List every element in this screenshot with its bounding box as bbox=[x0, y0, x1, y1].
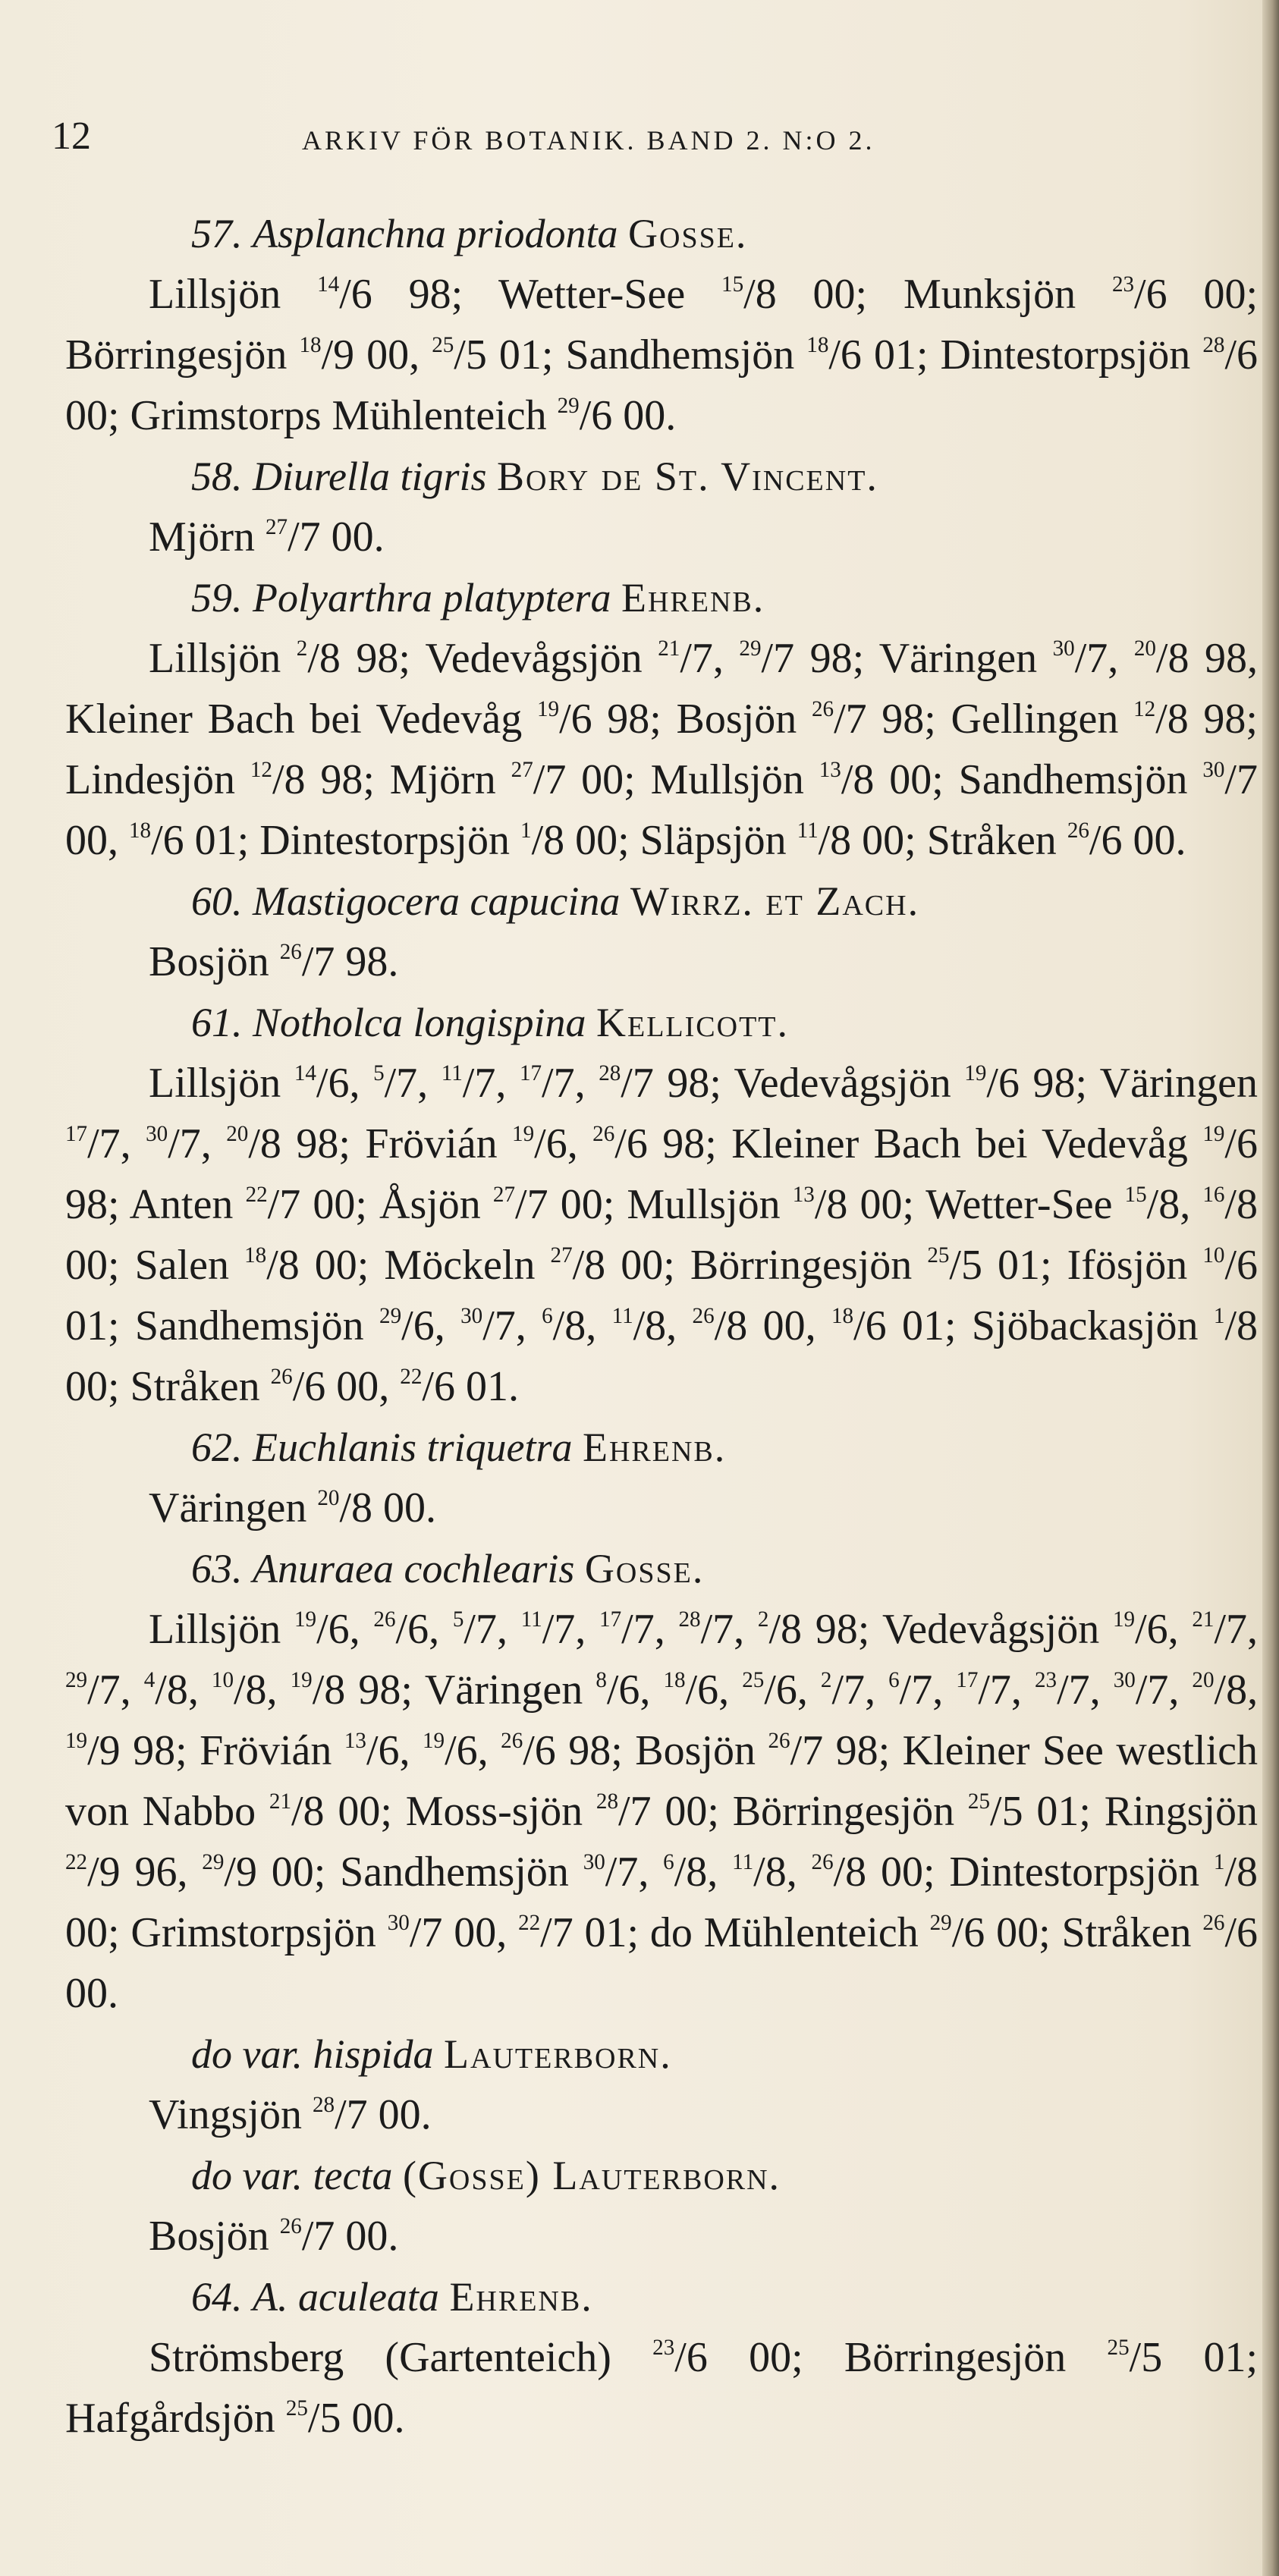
species-heading bbox=[65, 2024, 1258, 2084]
species-number: 63. bbox=[191, 1546, 243, 1591]
species-records: Bosjön $^{26}$/7 00. bbox=[149, 2213, 399, 2260]
species-heading bbox=[65, 2267, 1258, 2327]
species-number: 59. bbox=[191, 575, 243, 620]
species-heading bbox=[65, 1538, 1258, 1599]
species-name: do var. tecta bbox=[191, 2153, 393, 2198]
species-heading bbox=[65, 1417, 1258, 1478]
species-records: Strömsberg (Gartenteich) $^{23}$/6 00; Börringesjön $^{25}$/5 01; Hafgårdsjön $^{25}$/5 00. bbox=[65, 2334, 1258, 2442]
species-number: 61. bbox=[191, 1000, 243, 1045]
species-name: Diurella tigris bbox=[253, 454, 487, 499]
species-name: Mastigocera capucina bbox=[253, 878, 621, 924]
species-heading bbox=[65, 992, 1258, 1053]
species-author: Lauterborn. bbox=[444, 2031, 672, 2077]
species-name: Notholca longispina bbox=[253, 1000, 586, 1045]
species-author: Bory de St. Vincent. bbox=[497, 454, 878, 499]
species-records: Lillsjön $^2$/8 98; Vedevågsjön $^{21}$/7, $^{29}$/7 98; Väringen $^{30}$/7, $^{20}$/8 98, Kleiner Bach bei Vedevåg $^{19}$/6 98; Bosjön $^{26}$/7 98; Gellingen $^{12}$/8 98; Lindesjön $^{12}$/8 98; Mjörn $^{27}$/7 00; Mullsjön $^{13}$/8 00; Sandhemsjön $^{30}$/7 00, $^{18}$/6 01; Dintestorpsjön $^1$/8 00; Släpsjön $^{11}$/8 00; Stråken $^{26}$/6 00. bbox=[65, 635, 1259, 864]
species-records: Bosjön $^{26}$/7 98. bbox=[149, 938, 399, 985]
species-number: 64. bbox=[191, 2274, 243, 2320]
species-author: (Gosse) Lauterborn. bbox=[402, 2153, 781, 2198]
species-name: do var. hispida bbox=[191, 2031, 434, 2077]
species-number: 62. bbox=[191, 1425, 243, 1470]
species-author: Gosse. bbox=[584, 1546, 705, 1591]
species-author: Wirrz. et Zach. bbox=[630, 878, 920, 924]
species-heading bbox=[65, 567, 1258, 628]
page-edge bbox=[1262, 0, 1279, 2576]
species-name: Asplanchna priodonta bbox=[253, 211, 618, 256]
species-number: 60. bbox=[191, 878, 243, 924]
running-header bbox=[52, 114, 1250, 167]
species-number: 57. bbox=[191, 211, 243, 256]
species-author: Ehrenb. bbox=[621, 575, 765, 620]
running-head: ARKIV FÖR BOTANIK. BAND 2. N:O 2. bbox=[302, 125, 875, 156]
species-name: Euchlanis triquetra bbox=[253, 1425, 573, 1470]
species-heading bbox=[65, 446, 1258, 507]
species-heading bbox=[65, 2145, 1258, 2206]
species-records: Lillsjön $^{19}$/6, $^{26}$/6, $^5$/7, $^{11}$/7, $^{17}$/7, $^{28}$/7, $^2$/8 98; Vedevågsjön $^{19}$/6, $^{21}$/7, $^{29}$/7, $^4$/8, $^{10}$/8, $^{19}$/8 98; Väringen $^8$/6, $^{18}$/6, $^{25}$/6, $^2$/7, $^6$/7, $^{17}$/7, $^{23}$/7, $^{30}$/7, $^{20}$/8, $^{19}$/9 98; Frövián $^{13}$/6, $^{19}$/6, $^{26}$/6 98; Bosjön $^{26}$/7 98; Kleiner See westlich von Nabbo $^{21}$/8 00; Moss-sjön $^{28}$/7 00; Börringesjön $^{25}$/5 01; Ringsjön $^{22}$/9 96, $^{29}$/9 00; Sandhemsjön $^{30}$/7, $^6$/8, $^{11}$/8, $^{26}$/8 00; Dintestorpsjön $^1$/8 00; Grimstorpsjön $^{30}$/7 00, $^{22}$/7 01; do Mühlenteich $^{29}$/6 00; Stråken $^{26}$/6 00. bbox=[65, 1606, 1259, 2017]
species-author: Kellicott. bbox=[596, 1000, 790, 1045]
species-author: Ehrenb. bbox=[449, 2274, 593, 2320]
species-records: Vingsjön $^{28}$/7 00. bbox=[149, 2091, 432, 2138]
species-records: Väringen $^{20}$/8 00. bbox=[149, 1484, 437, 1531]
species-name: Polyarthra platyptera bbox=[253, 575, 611, 620]
species-records: Mjörn $^{27}$/7 00. bbox=[149, 514, 385, 561]
species-heading bbox=[65, 203, 1258, 264]
species-records: Lillsjön $^{14}$/6 98; Wetter-See $^{15}$/8 00; Munksjön $^{23}$/6 00; Börringesjön $^{18}$/9 00, $^{25}$/5 01; Sandhemsjön $^{18}$/6 01; Dintestorpsjön $^{28}$/6 00; Grimstorps Mühlenteich $^{29}$/6 00. bbox=[65, 271, 1259, 439]
species-number: 58. bbox=[191, 454, 243, 499]
species-name: Anuraea cochlearis bbox=[253, 1546, 575, 1591]
species-author: Ehrenb. bbox=[582, 1425, 727, 1470]
species-author: Gosse. bbox=[628, 211, 748, 256]
species-heading bbox=[65, 871, 1258, 931]
page-number: 12 bbox=[52, 115, 91, 158]
species-list bbox=[65, 203, 1258, 2449]
species-name: A. aculeata bbox=[253, 2274, 439, 2320]
species-records: Lillsjön $^{14}$/6, $^5$/7, $^{11}$/7, $^{17}$/7, $^{28}$/7 98; Vedevågsjön $^{19}$/6 98; Väringen $^{17}$/7, $^{30}$/7, $^{20}$/8 98; Frövián $^{19}$/6, $^{26}$/6 98; Kleiner Bach bei Vedevåg $^{19}$/6 98; Anten $^{22}$/7 00; Åsjön $^{27}$/7 00; Mullsjön $^{13}$/8 00; Wetter-See $^{15}$/8, $^{16}$/8 00; Salen $^{18}$/8 00; Möckeln $^{27}$/8 00; Börringesjön $^{25}$/5 01; Ifösjön $^{10}$/6 01; Sandhemsjön $^{29}$/6, $^{30}$/7, $^6$/8, $^{11}$/8, $^{26}$/8 00, $^{18}$/6 01; Sjöbackasjön $^1$/8 00; Stråken $^{26}$/6 00, $^{22}$/6 01. bbox=[65, 1060, 1259, 1410]
